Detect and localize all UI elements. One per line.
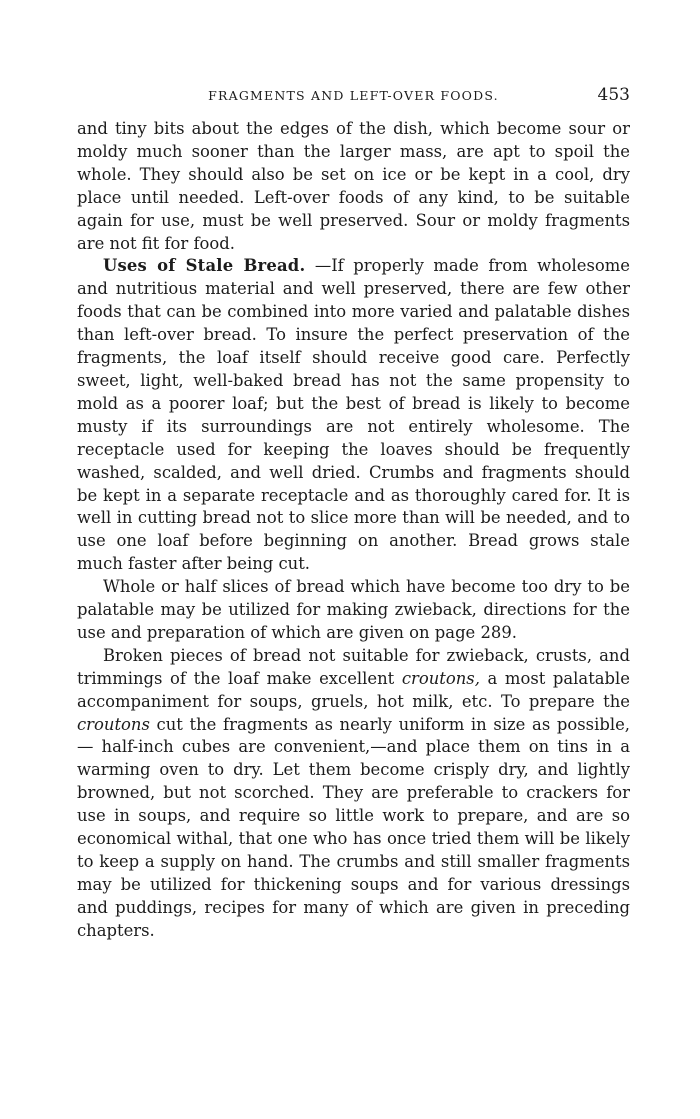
paragraph-croutons — [77, 645, 630, 943]
running-head — [77, 85, 630, 118]
paragraph-text: Broken pieces of bread not suitable for zwieback, crusts, and trimmings of the loaf make excellent — [77, 645, 630, 688]
paragraph-zwieback: Whole or half slices of bread which have become too dry to be palatable may be utilized for making zwieback, directions for the use and preparation of which are given on page 289. — [77, 577, 630, 642]
paragraph-text: a most palatable accompaniment for soups, gruels, hot milk, etc. To prepare the — [77, 668, 630, 711]
page-number: 453 — [597, 85, 630, 105]
paragraph-continued: and tiny bits about the edges of the dish, which become sour or moldy much sooner than the larger mass, are apt to spoil the whole. They should also be set on ice or be kept in a cool, dry place until needed. Left-over foods of any kind, to be suitable again for use, must be well preserved. Sour or moldy fragments are not fit for food. — [77, 119, 630, 253]
italic-term: croutons, — [401, 668, 480, 688]
italic-term: croutons — [77, 714, 150, 734]
paragraph-text: —If properly made from wholesome and nutritious material and well preserved, there are few other foods that can be combined into more varied and palatable dishes than left-over bread. To insure the perfect preservation of the fragments, the loaf itself should receive good care. Perfectly sweet, light, well-baked bread has not the same propensity to mold as a poorer loaf; but the best of bread is likely to become musty if its surroundings are not entirely wholesome. The receptacle used for keeping the loaves should be frequently washed, scalded, and well dried. Crumbs and fragments should be kept in a separate receptacle and as thoroughly cared for. It is well in cutting bread not to slice more than will be needed, and to use one loaf before beginning on another. Bread grows stale much faster after being cut. — [77, 256, 630, 574]
running-title: FRAGMENTS AND LEFT-OVER FOODS. — [208, 88, 499, 103]
paragraph-text: cut the fragments as nearly uniform in size as possible,— half-inch cubes are convenient,—and place them on tins in a warming oven to dry. Let them become crisply dry, and lightly browned, but not scorched. They are preferable to crackers for use in soups, and require so little work to prepare, and are so economical withal, that one who has once tried them will be likely to keep a supply on hand. The crumbs and still smaller fragments may be utilized for thickening soups and for various dressings and puddings, recipes for many of which are given in preceding chapters. — [77, 714, 630, 940]
section-heading: Uses of Stale Bread. — [103, 256, 306, 276]
body-text — [77, 118, 630, 943]
paragraph-stale-bread — [77, 255, 630, 576]
book-page — [77, 85, 630, 943]
